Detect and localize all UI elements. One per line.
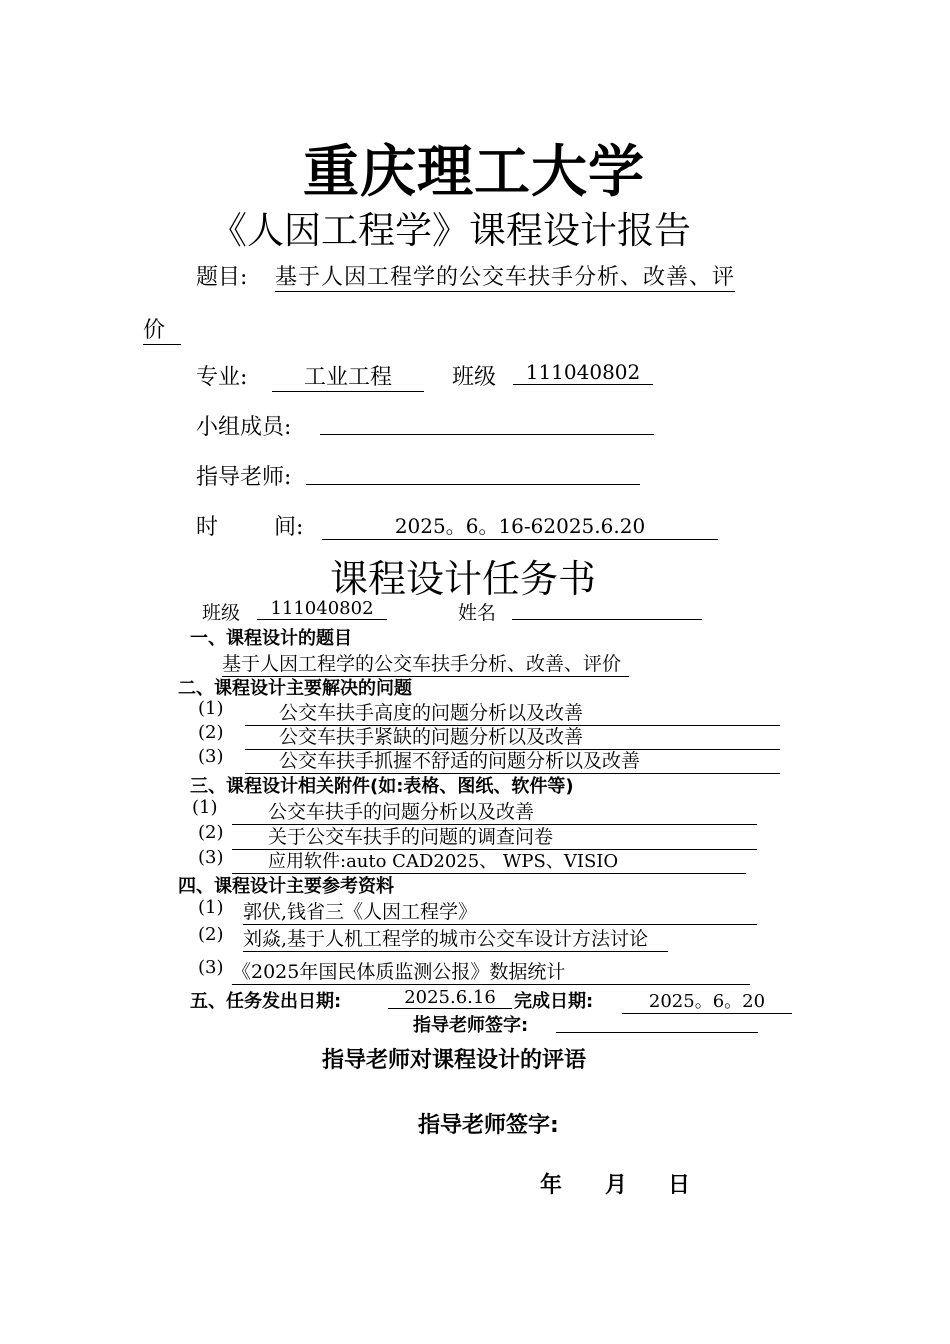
review-sign-label: 指导老师签字: (418, 1113, 559, 1138)
topic-line1: 基于人因工程学的公交车扶手分析、改善、评 (275, 260, 735, 292)
task-heading: 课程设计任务书 (330, 557, 597, 601)
section-4-heading: 四、课程设计主要参考资料 (178, 876, 394, 897)
topic-line2: 价 (143, 313, 181, 345)
review-heading: 指导老师对课程设计的评语 (322, 1048, 587, 1073)
section-3-heading: 三、课程设计相关附件(如:表格、图纸、软件等) (190, 776, 574, 797)
time-value: 2025。6。16-62025.6.20 (322, 510, 718, 540)
s3-item-2-num: (2) (198, 822, 224, 843)
review-month: 月 (605, 1173, 628, 1198)
time-label: 时 (196, 515, 219, 540)
s3-item-2-text: 关于公交车扶手的问题的调查问卷 (232, 822, 757, 850)
s4-item-3-text: 《2025年国民体质监测公报》数据统计 (232, 957, 750, 985)
time-label-2: 间: (274, 515, 304, 540)
section-5-label: 五、任务发出日期: (190, 991, 342, 1012)
s3-item-1-num: (1) (192, 797, 218, 818)
issue-date: 2025.6.16 (388, 987, 512, 1009)
review-day: 日 (668, 1173, 691, 1198)
section-1-heading: 一、课程设计的题目 (190, 628, 352, 649)
s3-item-1-text: 公交车扶手的问题分析以及改善 (232, 797, 757, 825)
section-2-heading: 二、课程设计主要解决的问题 (178, 678, 412, 699)
s3-item-3-num: (3) (198, 847, 224, 868)
s2-item-3-text: 公交车扶手抓握不舒适的问题分析以及改善 (245, 746, 780, 774)
s2-item-1-num: (1) (198, 698, 224, 719)
task-advisor-sign-label: 指导老师签字: (413, 1015, 529, 1036)
s2-item-2-num: (2) (198, 722, 224, 743)
university-title: 重庆理工大学 (303, 140, 645, 205)
section-1-topic: 基于人因工程学的公交车扶手分析、改善、评价 (222, 649, 629, 677)
s4-item-1-text: 郭伏,钱省三《人因工程学》 (243, 897, 757, 925)
cover-class-label: 班级 (452, 365, 497, 390)
s2-item-1-text: 公交车扶手高度的问题分析以及改善 (245, 698, 780, 726)
advisor-field (306, 460, 640, 485)
task-name-field (512, 598, 702, 620)
s3-item-3-text: 应用软件:auto CAD2025、 WPS、VISIO (232, 847, 746, 874)
task-name-label: 姓名 (458, 602, 497, 624)
advisor-label: 指导老师: (196, 465, 292, 490)
complete-date: 2025。6。20 (622, 987, 792, 1014)
task-class-value: 111040802 (257, 598, 387, 620)
task-class-label: 班级 (202, 602, 241, 624)
review-year: 年 (540, 1173, 563, 1198)
s4-item-1-num: (1) (198, 897, 224, 918)
report-title: 《人因工程学》课程设计报告 (210, 209, 691, 252)
s2-item-3-num: (3) (198, 746, 224, 767)
cover-class-value: 111040802 (513, 360, 653, 385)
major-value: 工业工程 (272, 360, 424, 392)
members-label: 小组成员: (196, 415, 292, 440)
complete-date-label: 完成日期: (514, 991, 594, 1012)
s4-item-3-num: (3) (198, 957, 224, 978)
s2-item-2-text: 公交车扶手紧缺的问题分析以及改善 (245, 722, 780, 750)
s4-item-2-num: (2) (198, 924, 224, 945)
major-label: 专业: (196, 365, 248, 390)
task-advisor-sign-field (556, 1011, 758, 1033)
s4-item-2-text: 刘焱,基于人机工程学的城市公交车设计方法讨论 (243, 924, 668, 952)
members-field (320, 410, 654, 435)
topic-label: 题目: (196, 265, 248, 290)
